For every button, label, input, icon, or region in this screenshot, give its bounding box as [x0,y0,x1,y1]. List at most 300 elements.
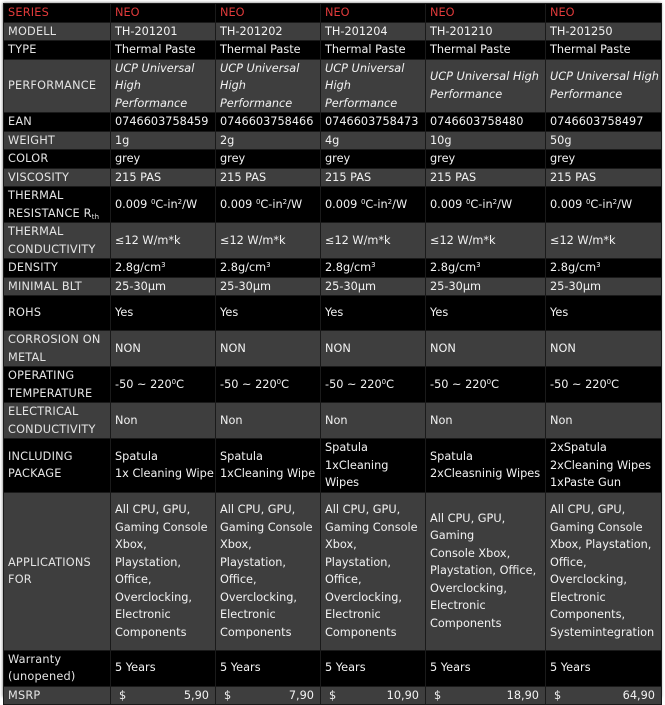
applications-line: Components [325,625,397,639]
performance-row [4,59,662,113]
color-cell [111,150,216,169]
msrp-value: 18,90 [506,688,539,702]
package-cell [216,439,321,493]
conductivity-row-label [4,223,111,259]
color-value: grey [325,152,351,165]
applications-line: Electronic [220,608,276,621]
temperature-value: C [281,377,290,391]
applications-line: Overclocking, [115,590,192,604]
viscosity-value: 215 PAS [115,170,162,184]
type-cell [546,41,662,60]
weight-cell [216,131,321,150]
applications-line: Gaming Console [550,520,643,534]
warranty-label-line: (unopened) [8,670,76,683]
degree-sup: 0 [606,377,612,386]
conductivity-label-line: CONDUCTIVITY [8,242,96,256]
ean-row-label [4,113,111,132]
cube-sup: 3 [161,261,166,269]
type-value: Thermal Paste [220,43,301,56]
applications-line: Components, [550,608,626,621]
degree-sup: 0 [360,197,366,206]
conductivity-value: ≤12 W/m*k [550,233,616,247]
weight-value: 10g [430,133,452,147]
resistance-value: 0.009 [325,197,361,211]
temperature-value: -50 ~ 220 [325,377,382,391]
operating-row [4,367,662,403]
conductivity-value: ≤12 W/m*k [115,233,181,247]
corrosion-cell [216,331,321,367]
ean-value: 0746603758480 [430,115,524,128]
temperature-value: -50 ~ 220 [430,377,487,391]
msrp-cell [321,686,426,705]
degree-sup: 0 [150,197,156,206]
msrp-label-text: MSRP [8,688,41,702]
color-value: grey [115,152,141,165]
warranty-cell [321,650,426,686]
electrical-row-label [4,403,111,439]
density-cell [546,259,662,278]
applications-line: Overclocking, [430,581,507,595]
electrical-label-line: ELECTRICAL [8,405,79,418]
density-value: 2.8g/cm [325,261,372,274]
electrical-cell [216,403,321,439]
performance-line: High Performance [115,79,188,110]
applications-row-label [4,492,111,650]
conductivity-cell [216,223,321,259]
rohs-value: Yes [325,306,344,320]
package-cell [426,439,546,493]
viscosity-cell [546,168,662,187]
type-value: Thermal Paste [115,43,196,56]
applications-line: Office, [115,573,152,586]
cube-sup: 3 [266,261,271,269]
performance-cell [216,59,321,113]
applications-row [4,492,662,650]
corrosion-value: NON [115,341,141,355]
operating-cell [546,367,662,403]
corrosion-label-line: METAL [8,350,46,364]
brand-name: NEO [430,6,455,19]
color-row-label [4,150,111,169]
package-line: 1xCleaning Wipes [325,458,389,489]
series-cell [546,4,662,23]
density-row [4,259,662,278]
applications-line: Console Xbox, [430,546,511,560]
rohs-cell [216,296,321,331]
package-line: Spatula [220,449,263,463]
resistance-label-line: THERMAL [8,189,64,202]
resistance-value: /W [287,197,303,211]
resistance-value: C-in [590,197,613,211]
type-row-label [4,41,111,60]
msrp-row [4,686,662,705]
package-row-label [4,439,111,493]
warranty-value: 5 Years [325,661,366,675]
operating-cell [426,367,546,403]
applications-cell [426,492,546,650]
corrosion-value: NON [430,341,456,355]
package-line: Spatula [325,441,368,454]
msrp-cell [216,686,321,705]
blt-cell [111,277,216,296]
color-cell [546,150,662,169]
corrosion-cell [426,331,546,367]
conductivity-value: ≤12 W/m*k [325,233,391,247]
blt-value: 25-30µm [325,279,377,293]
type-value: Thermal Paste [430,43,511,56]
weight-label-text: WEIGHT [8,133,55,147]
modell-value: TH-201210 [430,24,493,38]
warranty-row [4,650,662,686]
performance-line: Performance [550,87,623,101]
currency-symbol: $ [329,688,337,702]
corrosion-value: NON [220,341,246,355]
blt-value: 25-30µm [430,279,482,293]
corrosion-label-line: CORROSION ON [8,333,101,346]
ean-value: 0746603758473 [325,115,419,128]
performance-cell [321,59,426,113]
applications-line: All CPU, GPU, [220,503,296,516]
applications-line: Xbox, Playstation, [325,538,392,569]
weight-row-label [4,131,111,150]
modell-value: TH-201202 [220,24,283,38]
color-cell [321,150,426,169]
resistance-value: /W [497,197,513,211]
viscosity-value: 215 PAS [430,170,477,184]
applications-line: Electronic [325,608,381,621]
warranty-value: 5 Years [550,661,591,675]
applications-cell [321,492,426,650]
cube-sup: 3 [371,261,376,269]
type-cell [426,41,546,60]
rohs-value: Yes [115,306,134,320]
warranty-label-line: Warranty [8,652,62,666]
temperature-value: C [176,377,185,391]
conductivity-cell [321,223,426,259]
resistance-row [4,187,662,223]
package-row [4,439,662,493]
viscosity-row [4,168,662,187]
modell-row [4,22,662,41]
density-cell [111,259,216,278]
density-row-label [4,259,111,278]
density-label-text: DENSITY [8,261,58,274]
degree-sup: 0 [486,377,492,386]
conductivity-cell [111,223,216,259]
msrp-value: 7,90 [288,688,314,702]
viscosity-row-label [4,168,111,187]
performance-line: High Performance [325,79,398,110]
performance-line: UCP Universal High [430,70,539,84]
color-row [4,150,662,169]
resistance-value: C-in [365,197,388,211]
blt-row-label [4,277,111,296]
performance-cell [546,59,662,113]
msrp-cell [546,686,662,705]
series-cell [321,4,426,23]
rohs-label-text: ROHS [8,306,42,320]
resistance-value: 0.009 [220,197,256,211]
applications-line: Components [220,625,292,639]
temperature-value: -50 ~ 220 [220,377,277,391]
weight-value: 2g [220,133,235,147]
corrosion-cell [111,331,216,367]
performance-label-text: PERFORMANCE [8,79,97,92]
applications-label-line: FOR [8,573,32,586]
resistance-cell [216,187,321,223]
currency-symbol: $ [434,688,442,702]
corrosion-value: NON [550,341,576,355]
ean-value: 0746603758497 [550,115,644,128]
brand-name: NEO [220,6,245,19]
corrosion-cell [321,331,426,367]
density-cell [321,259,426,278]
applications-cell [111,492,216,650]
rohs-row-label [4,296,111,331]
applications-line: Office, [325,573,362,586]
resistance-value: C-in [155,197,178,211]
applications-line: All CPU, GPU, [115,503,191,516]
viscosity-cell [111,168,216,187]
resistance-value: 0.009 [550,197,586,211]
performance-line: High Performance [220,79,293,110]
applications-line: Office, [220,573,257,586]
resistance-value: C-in [470,197,493,211]
rohs-cell [321,296,426,331]
electrical-value: Non [115,413,138,427]
blt-cell [426,277,546,296]
rohs-cell [546,296,662,331]
brand-name: NEO [550,6,575,19]
color-label-text: COLOR [8,152,49,165]
temperature-value: C [386,377,395,391]
density-cell [426,259,546,278]
package-line: Spatula [430,449,473,463]
temperature-value: C [491,377,500,391]
temperature-value: -50 ~ 220 [550,377,607,391]
ean-cell [216,113,321,132]
modell-cell [426,22,546,41]
applications-line: Overclocking, [220,590,297,604]
applications-cell [216,492,321,650]
warranty-cell [111,650,216,686]
degree-sup: 0 [585,197,591,206]
ean-value: 0746603758466 [220,115,314,128]
applications-line: Components [115,625,187,639]
weight-row [4,131,662,150]
operating-cell [216,367,321,403]
ean-value: 0746603758459 [115,115,209,128]
applications-line: Office, [550,555,587,569]
electrical-cell [111,403,216,439]
resistance-value: 0.009 [115,197,151,211]
rohs-value: Yes [220,306,239,320]
warranty-cell [426,650,546,686]
viscosity-value: 215 PAS [550,170,597,184]
package-cell [111,439,216,493]
weight-cell [111,131,216,150]
electrical-value: Non [430,413,453,427]
type-cell [216,41,321,60]
ean-cell [426,113,546,132]
corrosion-cell [546,331,662,367]
degree-sup: 0 [255,197,261,206]
resistance-value: /W [617,197,633,211]
package-cell [546,439,662,493]
viscosity-cell [426,168,546,187]
blt-row [4,277,662,296]
conductivity-row [4,223,662,259]
ean-cell [546,113,662,132]
modell-row-label [4,22,111,41]
density-cell [216,259,321,278]
package-label-line: PACKAGE [8,467,62,481]
modell-value: TH-201204 [325,24,388,38]
type-cell [321,41,426,60]
color-value: grey [220,152,246,165]
electrical-value: Non [325,413,348,427]
square-sup: 2 [177,197,183,206]
type-cell [111,41,216,60]
applications-line: Gaming Console [115,520,208,534]
package-line: 1x Cleaning Wipe [115,467,214,481]
msrp-cell [426,686,546,705]
resistance-value: 0.009 [430,197,466,211]
operating-label-line: TEMPERATURE [8,386,93,400]
resistance-row-label [4,187,111,223]
type-value: Thermal Paste [550,43,631,56]
electrical-cell [546,403,662,439]
performance-line: Performance [430,87,503,101]
degree-sup: 0 [276,377,282,386]
warranty-value: 5 Years [430,661,471,675]
package-line: 2xSpatula [550,441,607,454]
applications-line: Overclocking, [325,590,402,604]
modell-cell [321,22,426,41]
blt-cell [321,277,426,296]
applications-line: Components [430,616,502,630]
performance-cell [426,59,546,113]
warranty-cell [216,650,321,686]
package-line: 1xPaste Gun [550,476,622,489]
electrical-cell [321,403,426,439]
type-value: Thermal Paste [325,43,406,56]
applications-line: Xbox, Playstation, [220,538,287,569]
conductivity-value: ≤12 W/m*k [220,233,286,247]
applications-line: Electronic [430,599,486,613]
ean-row [4,113,662,132]
applications-line: Xbox, Playstation, [550,538,652,551]
applications-line: Electronic [115,608,171,621]
applications-line: All CPU, GPU, Gaming [430,511,506,543]
viscosity-cell [216,168,321,187]
spec-sheet [3,3,661,702]
series-cell [426,4,546,23]
electrical-row [4,403,662,439]
package-line: 2xCleasninig Wipes [430,467,541,481]
performance-line: UCP Universal [115,61,195,75]
applications-line: Systemintegration [550,625,655,639]
resistance-cell [426,187,546,223]
square-sup: 2 [387,197,393,206]
brand-name: NEO [115,6,140,19]
type-row [4,41,662,60]
density-value: 2.8g/cm [115,261,162,274]
density-value: 2.8g/cm [430,261,477,274]
resistance-value: /W [392,197,408,211]
cube-sup: 3 [476,261,481,269]
currency-symbol: $ [554,688,562,702]
operating-label-line: OPERATING [8,369,75,382]
density-value: 2.8g/cm [220,261,267,274]
blt-value: 25-30µm [115,279,167,293]
package-line: 1xCleaning Wipe [220,467,316,481]
rohs-value: Yes [550,306,569,320]
applications-line: Gaming Console [325,520,418,534]
modell-value: TH-201201 [115,24,178,38]
spec-table [3,3,662,705]
blt-label-text: MINIMAL BLT [8,279,82,293]
conductivity-value: ≤12 W/m*k [430,233,496,247]
color-cell [426,150,546,169]
conductivity-cell [546,223,662,259]
operating-cell [111,367,216,403]
resistance-value: /W [182,197,198,211]
applications-label-line: APPLICATIONS [8,555,91,569]
performance-cell [111,59,216,113]
applications-line: Gaming Console [220,520,313,534]
temperature-value: -50 ~ 220 [115,377,172,391]
color-value: grey [430,152,456,165]
applications-cell [546,492,662,650]
degree-sup: 0 [381,377,387,386]
applications-line: Xbox, Playstation, [115,538,182,569]
viscosity-value: 215 PAS [325,170,372,184]
electrical-cell [426,403,546,439]
cube-sup: 3 [596,261,601,269]
degree-sup: 0 [465,197,471,206]
weight-cell [321,131,426,150]
operating-cell [321,367,426,403]
brand-name: NEO [325,6,350,19]
rohs-cell [426,296,546,331]
resistance-cell [546,187,662,223]
viscosity-value: 215 PAS [220,170,267,184]
modell-label-text: MODELL [8,24,57,38]
ean-cell [111,113,216,132]
corrosion-row-label [4,331,111,367]
modell-value: TH-201250 [550,24,613,38]
msrp-value: 64,90 [622,688,655,702]
weight-cell [546,131,662,150]
resistance-cell [111,187,216,223]
warranty-value: 5 Years [115,661,156,675]
type-label-text: TYPE [8,43,37,56]
currency-symbol: $ [119,688,127,702]
warranty-row-label [4,650,111,686]
square-sup: 2 [282,197,288,206]
viscosity-label-text: VISCOSITY [8,170,70,184]
package-line: Spatula [115,449,158,463]
degree-sup: 0 [171,377,177,386]
msrp-value: 10,90 [386,688,419,702]
square-sup: 2 [612,197,618,206]
series-cell [216,4,321,23]
package-label-line: INCLUDING [8,449,73,463]
temperature-value: C [611,377,620,391]
rohs-row [4,296,662,331]
weight-value: 50g [550,133,572,147]
